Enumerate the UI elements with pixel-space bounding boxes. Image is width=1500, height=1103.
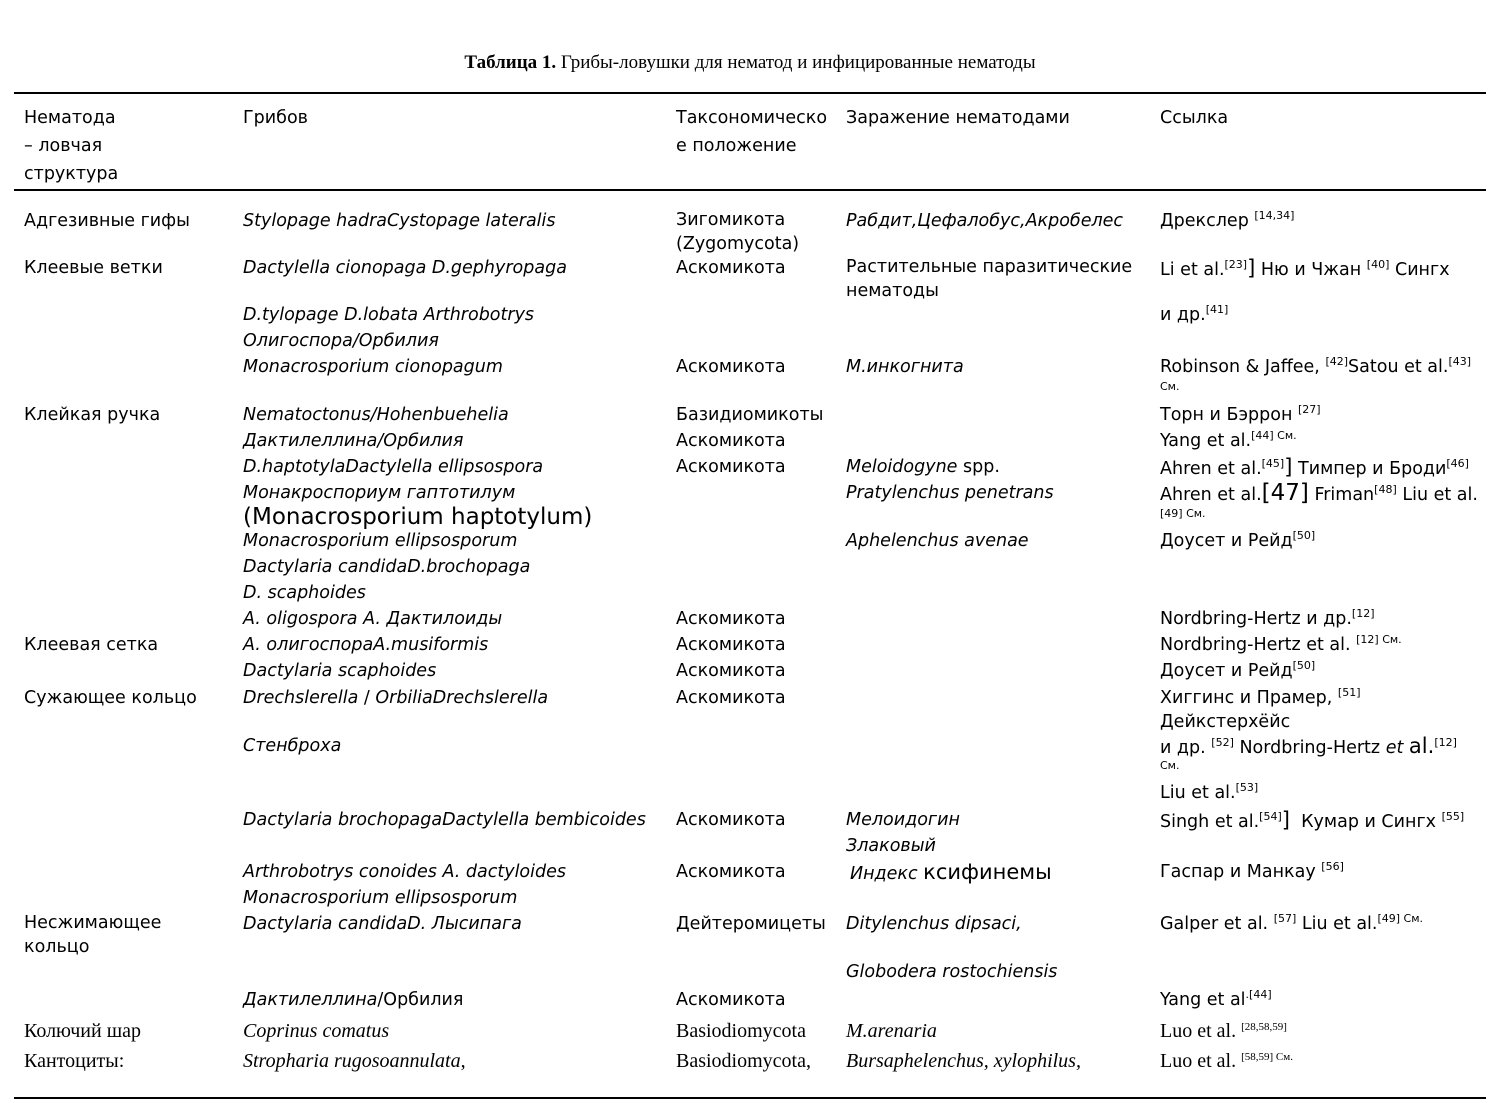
- cell-structure: Клейкая ручка: [24, 405, 161, 425]
- cell-fungi: Stropharia rugosoannulata,: [243, 1050, 466, 1072]
- cell-fungi: D.haptotylaDactylella ellipsospora: [243, 457, 544, 477]
- cell-nematodes: Индекс ксифинемы: [850, 860, 1052, 884]
- cell-taxon: Базидиомикоты: [676, 405, 824, 425]
- cell-reference: Li et al.[23]] Ню и Чжан [40] Сингх: [1160, 256, 1450, 280]
- cell-nematodes: М.инкогнита: [846, 357, 964, 377]
- cell-fungi: Dactylaria brochopagaDactylella bembicoides: [243, 810, 646, 830]
- cell-taxon: Аскомикота: [676, 688, 786, 708]
- cell-fungi: Nematoctonus/Hohenbuehelia: [243, 405, 509, 425]
- cell-nematodes: Растительные паразитические нематоды: [846, 257, 1133, 301]
- cell-taxon: Аскомикота: [676, 661, 786, 681]
- cell-nematodes: Meloidogyne spp.: [846, 457, 1000, 477]
- cell-reference: Luo et al. $^{[58,59] См.}$: [1160, 1050, 1293, 1072]
- cell-fungi: Монакроспориум гаптотилум: [243, 483, 516, 503]
- cell-taxon: Аскомикота: [676, 635, 786, 655]
- cell-fungi: Dactylaria candidaD. Лысипага: [243, 914, 522, 934]
- cell-reference: Доусет и Рейд[50]: [1160, 529, 1316, 551]
- cell-reference: и др. [52] Nordbring-Hertz et al.[12]: [1160, 734, 1457, 758]
- cell-reference: Nordbring-Hertz et al. $^{[12] См.}$: [1160, 633, 1402, 655]
- cell-structure: Сужающее кольцо: [24, 688, 197, 708]
- cell-reference: Galper et al. [57] Liu et al.$^{[49] См.}$: [1160, 912, 1424, 934]
- header-col-structure: Нематода – ловчая структура: [24, 108, 119, 184]
- cell-reference: Yang et $al^{.[44]}$: [1160, 988, 1272, 1010]
- cell-nematodes: Bursaphelenchus, xylophilus,: [846, 1050, 1081, 1072]
- cell-reference: Доусет и Рейд[50]: [1160, 659, 1316, 681]
- cell-fungi-latin: (Monacrosporium haptotylum): [243, 504, 593, 530]
- cell-structure: Несжимающее кольцо: [24, 913, 162, 957]
- cell-structure: Колючий шар: [24, 1020, 141, 1042]
- cell-fungi: Stylopage hadraCystopage lateralis: [243, 211, 556, 231]
- cell-fungi: Стенброха: [243, 736, 342, 756]
- cell-structure: Клеевые ветки: [24, 258, 163, 278]
- cell-taxon: Аскомикота: [676, 357, 786, 377]
- cell-fungi: Monacrosporium ellipsosporum: [243, 531, 518, 551]
- cell-reference: и др.[41]: [1160, 303, 1229, 325]
- cell-taxon: Аскомикота: [676, 258, 786, 278]
- cell-taxon: Basiodiomycota,: [676, 1050, 811, 1072]
- cell-reference: Yang et al.$^{[44] См.}$: [1160, 429, 1297, 451]
- cell-taxon: Basiodiomycota: [676, 1020, 806, 1042]
- cell-fungi: Дактилеллина/Орбилия: [243, 431, 464, 451]
- cell-fungi: Drechslerella / OrbiliaDrechslerella: [243, 688, 549, 708]
- caption-label: Таблица 1.: [464, 52, 557, 73]
- cell-reference: Хиггинс и Прамер, [51]: [1160, 686, 1361, 708]
- cell-fungi: Arthrobotrys conoides A. dactyloides Monacrosporium ellipsosporum: [243, 862, 566, 908]
- cell-fungi: Dactylella cionopaga D.gephyropaga: [243, 258, 567, 278]
- cell-reference: Дейкстерхёйс: [1160, 712, 1291, 732]
- cell-fungi: A. олигоспораA.musiformis: [243, 635, 489, 655]
- cell-reference-note: См.: [1160, 759, 1180, 772]
- cell-reference: Гаспар и Манкау [56]: [1160, 860, 1344, 882]
- cell-nematodes: Globodera rostochiensis: [846, 962, 1058, 982]
- cell-reference: Nordbring-Hertz и др.[12]: [1160, 607, 1375, 629]
- header-col-taxon: Таксономическо е положение: [676, 108, 828, 156]
- cell-nematodes: M.arenaria: [846, 1020, 937, 1042]
- cell-nematodes: Мелоидогин Злаковый: [846, 810, 960, 856]
- cell-reference: Robinson & Jaffee, [42]Satou et al.[43]: [1160, 355, 1472, 377]
- header-rule: [14, 189, 1486, 191]
- cell-nematodes: Aphelenchus avenae: [846, 531, 1029, 551]
- cell-fungi: Coprinus comatus: [243, 1020, 390, 1042]
- caption-text: Грибы-ловушки для нематод и инфицированные нематоды: [560, 52, 1036, 73]
- cell-reference: Ahren et al.[47] Friman[48] Liu et al.: [1160, 480, 1478, 506]
- cell-structure: Клеевая сетка: [24, 635, 159, 655]
- top-rule: [14, 92, 1486, 94]
- cell-reference: Ahren et al.[45]] Тимпер и Броди[46]: [1160, 455, 1469, 479]
- cell-taxon: Аскомикота: [676, 457, 786, 477]
- cell-taxon: Аскомикота: [676, 609, 786, 629]
- cell-nematodes: Pratylenchus penetrans: [846, 483, 1054, 503]
- cell-structure: Кантоциты:: [24, 1050, 125, 1072]
- cell-nematodes: Рабдит,Цефалобус,Акробелес: [846, 211, 1124, 231]
- cell-reference: Singh et al.[54]] Кумар и Сингх [55]: [1160, 808, 1465, 832]
- cell-taxon: Аскомикота: [676, 862, 786, 882]
- cell-taxon: Аскомикота: [676, 431, 786, 451]
- cell-reference-note: См.: [1160, 380, 1180, 393]
- cell-fungi: Dactylaria candidaD.brochopaga: [243, 557, 531, 577]
- header-col-fungi: Грибов: [243, 108, 308, 128]
- cell-fungi: Дактилеллина/Орбилия: [243, 990, 464, 1010]
- bottom-rule: [14, 1097, 1486, 1099]
- cell-taxon: Зигомикота (Zygomycota): [676, 210, 800, 254]
- cell-reference: Luo et al. [28,58,59]: [1160, 1020, 1287, 1042]
- cell-fungi: D.tylopage D.lobata Arthrobotrys Олигоспора/Орбилия: [243, 305, 535, 351]
- cell-taxon: Аскомикота: [676, 990, 786, 1010]
- cell-fungi: D. scaphoides: [243, 583, 366, 603]
- cell-reference: Liu et al.[53]: [1160, 781, 1259, 803]
- cell-taxon: Аскомикота: [676, 810, 786, 830]
- cell-reference-note: [49] См.: [1160, 507, 1206, 520]
- cell-taxon: Дейтеромицеты: [676, 914, 826, 934]
- header-col-infection: Заражение нематодами: [846, 108, 1070, 128]
- cell-fungi: Monacrosporium cionopagum: [243, 357, 503, 377]
- cell-reference: Торн и Бэррон [27]: [1160, 403, 1321, 425]
- cell-structure: Адгезивные гифы: [24, 211, 190, 231]
- cell-nematodes: Ditylenchus dipsaci,: [846, 914, 1022, 934]
- table-caption: [0, 52, 1500, 74]
- cell-fungi: A. oligospora A. Дактилоиды: [243, 609, 503, 629]
- cell-reference: Дрекслер [14,34]: [1160, 209, 1295, 231]
- cell-fungi: Dactylaria scaphoides: [243, 661, 437, 681]
- header-col-reference: Ссылка: [1160, 108, 1229, 128]
